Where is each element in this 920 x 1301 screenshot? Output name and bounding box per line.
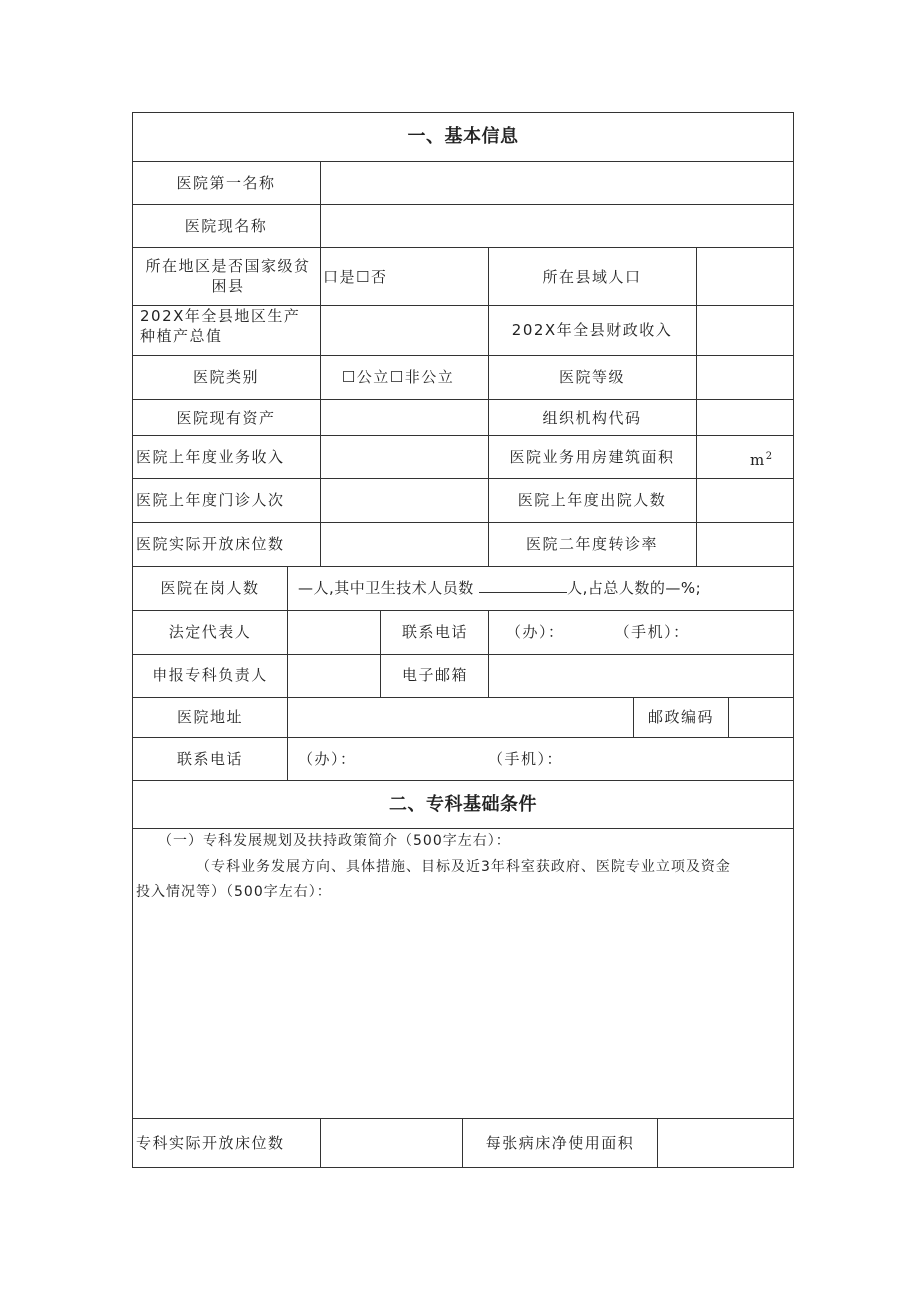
- item1-desc-line1: （专科业务发展方向、具体措施、目标及近3年科室获政府、医院专业立项及资金: [196, 859, 731, 875]
- poverty-county-label: 所在地区是否国家级贫困县: [145, 257, 311, 295]
- planting-value-label: 202X年全县地区生产种植产总值: [140, 307, 301, 345]
- row-divider: [132, 161, 794, 162]
- col-divider: [633, 697, 634, 737]
- table-border-bottom: [132, 1167, 794, 1168]
- table-border-right: [793, 112, 794, 1168]
- staff-count-text: —人,其中卫生技术人员数 人,占总人数的—%;: [298, 579, 702, 597]
- col-divider: [657, 1118, 658, 1167]
- row-divider: [132, 478, 794, 479]
- building-area-label: 医院业务用房建筑面积: [509, 448, 675, 466]
- row-divider: [132, 355, 794, 356]
- email-label: 电子邮箱: [401, 666, 469, 684]
- table-border-top: [132, 112, 794, 113]
- col-divider: [488, 247, 489, 566]
- row-divider: [132, 780, 794, 781]
- staff-count-label: 医院在岗人数: [160, 579, 260, 597]
- discharges-label: 医院上年度出院人数: [517, 491, 667, 509]
- hospital-grade-label: 医院等级: [558, 368, 626, 386]
- hospital-current-name-label: 医院现名称: [184, 217, 268, 235]
- section2-title: 二、专科基础条件: [389, 794, 537, 815]
- hospital-first-name-label: 医院第一名称: [176, 174, 276, 192]
- county-population-label: 所在县域人口: [542, 268, 642, 286]
- contact-phone-label: 联系电话: [401, 623, 469, 641]
- contact-phone2-label: 联系电话: [176, 750, 244, 768]
- row-divider: [132, 435, 794, 436]
- section1-title: 一、基本信息: [407, 126, 519, 147]
- hospital-type-label: 医院类别: [192, 368, 260, 386]
- item1-desc-line2: 投入情况等）（500字左右）：: [136, 884, 332, 900]
- row-divider: [132, 654, 794, 655]
- col-divider: [287, 566, 288, 780]
- row-divider: [132, 610, 794, 611]
- outpatient-visits-label: 医院上年度门诊人次: [136, 491, 285, 509]
- row-divider: [132, 204, 794, 205]
- col-divider: [320, 1118, 321, 1167]
- poverty-county-options[interactable]: 口是☐否: [323, 268, 388, 286]
- referral-rate-label: 医院二年度转诊率: [525, 535, 659, 553]
- row-divider: [132, 247, 794, 248]
- fiscal-revenue-label: 202X年全县财政收入: [511, 321, 673, 339]
- address-label: 医院地址: [176, 708, 244, 726]
- row-divider: [132, 399, 794, 400]
- row-divider: [132, 566, 794, 567]
- specialty-lead-label: 申报专科负责人: [152, 666, 268, 684]
- phone-office-mobile: （办）： （手机）：: [506, 623, 690, 641]
- row-divider: [132, 697, 794, 698]
- org-code-label: 组织机构代码: [542, 409, 642, 427]
- open-beds-label: 医院实际开放床位数: [136, 535, 285, 553]
- row-divider: [132, 737, 794, 738]
- row-divider: [132, 828, 794, 829]
- table-border-left: [132, 112, 133, 1168]
- item1-label: （一）专科发展规划及扶持政策简介（500字左右）：: [158, 833, 511, 849]
- specialty-beds-label: 专科实际开放床位数: [136, 1134, 285, 1152]
- phone2-office: （办）：: [298, 750, 357, 768]
- hospital-type-options[interactable]: ☐公立☐非公立: [341, 368, 455, 386]
- col-divider: [728, 697, 729, 737]
- legal-rep-label: 法定代表人: [168, 623, 252, 641]
- col-divider: [696, 247, 697, 566]
- row-divider: [132, 522, 794, 523]
- last-year-revenue-label: 医院上年度业务收入: [136, 448, 285, 466]
- col-divider: [320, 161, 321, 566]
- net-area-per-bed-label: 每张病床净使用面积: [485, 1134, 635, 1152]
- postal-code-label: 邮政编码: [647, 708, 715, 726]
- col-divider: [462, 1118, 463, 1167]
- hospital-assets-label: 医院现有资产: [176, 409, 276, 427]
- phone2-mobile: （手机）：: [488, 750, 564, 768]
- col-divider: [380, 610, 381, 697]
- col-divider: [488, 610, 489, 697]
- area-unit: $m^2$: [750, 451, 774, 469]
- row-divider: [132, 1118, 794, 1119]
- tech-staff-blank[interactable]: [479, 580, 567, 593]
